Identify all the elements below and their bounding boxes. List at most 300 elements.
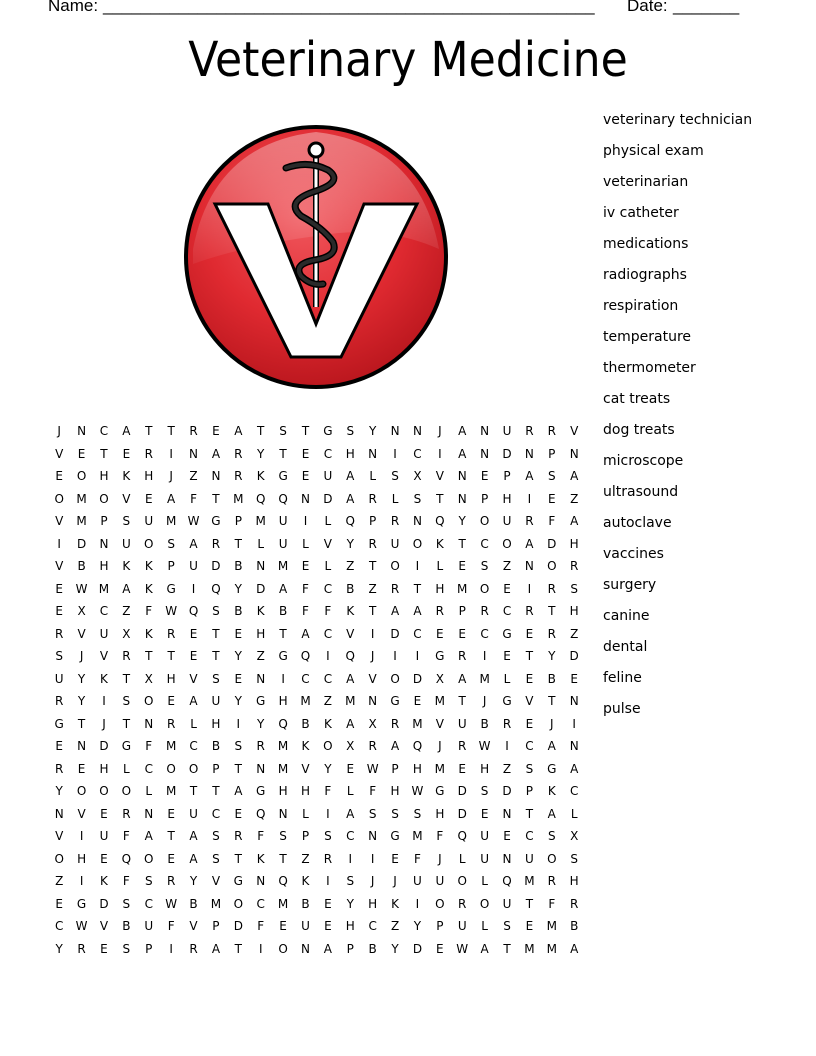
grid-cell[interactable]: I [303, 514, 308, 528]
grid-cell[interactable]: E [503, 829, 511, 843]
grid-cell[interactable]: E [547, 491, 556, 506]
grid-cell[interactable]: D [233, 919, 243, 933]
grid-cell[interactable]: C [144, 896, 153, 911]
grid-cell[interactable]: W [366, 761, 379, 776]
grid-cell[interactable]: S [413, 491, 422, 506]
grid-cell[interactable]: C [323, 671, 333, 686]
grid-cell[interactable]: R [458, 739, 467, 753]
grid-cell[interactable]: Q [457, 829, 467, 843]
grid-cell[interactable]: W [75, 581, 88, 596]
grid-cell[interactable]: T [77, 716, 86, 731]
grid-cell[interactable]: U [323, 469, 333, 483]
grid-cell[interactable]: M [345, 694, 356, 708]
grid-cell[interactable]: I [505, 739, 509, 753]
grid-cell[interactable]: A [211, 941, 221, 956]
grid-cell[interactable]: H [211, 716, 221, 731]
grid-cell[interactable]: O [99, 491, 109, 506]
grid-cell[interactable]: Y [257, 716, 265, 731]
grid-cell[interactable]: A [413, 604, 422, 618]
grid-cell[interactable]: F [302, 604, 309, 618]
grid-cell[interactable]: T [234, 851, 242, 866]
grid-cell[interactable]: H [480, 761, 490, 776]
grid-cell[interactable]: T [458, 536, 466, 551]
grid-cell[interactable]: F [548, 896, 556, 911]
grid-cell[interactable]: V [189, 671, 198, 686]
grid-cell[interactable]: U [121, 536, 131, 551]
grid-cell[interactable]: O [479, 581, 490, 596]
grid-cell[interactable]: E [212, 424, 220, 438]
grid-cell[interactable]: I [79, 874, 84, 888]
grid-cell[interactable]: R [77, 941, 86, 956]
grid-cell[interactable]: C [99, 604, 109, 618]
grid-cell[interactable]: R [570, 896, 579, 911]
grid-cell[interactable]: E [100, 941, 108, 956]
grid-cell[interactable]: T [279, 851, 287, 866]
grid-cell[interactable]: O [188, 761, 199, 776]
grid-cell[interactable]: P [301, 829, 310, 843]
grid-cell[interactable]: T [257, 424, 265, 438]
grid-cell[interactable]: A [346, 491, 355, 506]
grid-cell[interactable]: T [503, 941, 511, 956]
grid-cell[interactable]: X [570, 829, 579, 843]
grid-cell[interactable]: D [457, 806, 467, 821]
grid-cell[interactable]: N [278, 806, 288, 821]
grid-cell[interactable]: B [301, 896, 310, 911]
grid-cell[interactable]: E [458, 761, 467, 776]
grid-cell[interactable]: T [100, 446, 108, 461]
grid-cell[interactable]: J [438, 739, 442, 753]
grid-cell[interactable]: K [323, 716, 332, 731]
grid-cell[interactable]: L [123, 761, 130, 776]
grid-cell[interactable]: F [190, 491, 197, 506]
grid-cell[interactable]: W [411, 784, 424, 798]
grid-cell[interactable]: K [144, 581, 153, 596]
grid-cell[interactable]: E [55, 604, 63, 618]
grid-cell[interactable]: J [393, 874, 397, 888]
grid-cell[interactable]: G [211, 514, 221, 528]
grid-cell[interactable]: S [525, 761, 534, 776]
grid-cell[interactable]: E [77, 761, 86, 776]
grid-cell[interactable]: T [234, 941, 242, 956]
grid-cell[interactable]: M [165, 784, 177, 798]
grid-cell[interactable]: W [187, 514, 200, 528]
grid-cell[interactable]: A [570, 941, 579, 956]
grid-cell[interactable]: E [413, 694, 422, 708]
grid-cell[interactable]: Z [346, 559, 355, 573]
grid-cell[interactable]: S [391, 469, 399, 483]
grid-cell[interactable]: R [234, 446, 243, 461]
grid-cell[interactable]: M [412, 716, 423, 731]
grid-cell[interactable]: Q [345, 514, 355, 528]
grid-cell[interactable]: D [99, 896, 109, 911]
grid-cell[interactable]: W [165, 604, 178, 618]
grid-cell[interactable]: U [435, 874, 445, 888]
grid-cell[interactable]: M [255, 514, 266, 528]
grid-cell[interactable]: N [77, 424, 87, 438]
grid-cell[interactable]: W [456, 941, 469, 956]
grid-cell[interactable]: E [234, 626, 243, 641]
grid-cell[interactable]: A [458, 671, 467, 686]
grid-cell[interactable]: O [479, 514, 490, 528]
grid-cell[interactable]: K [301, 874, 310, 888]
grid-cell[interactable]: Y [413, 919, 422, 933]
grid-cell[interactable]: U [413, 874, 422, 888]
grid-cell[interactable]: S [144, 874, 153, 888]
grid-cell[interactable]: S [55, 649, 63, 663]
grid-cell[interactable]: H [99, 469, 109, 483]
grid-cell[interactable]: S [212, 604, 220, 618]
grid-cell[interactable]: L [257, 536, 265, 551]
grid-cell[interactable]: H [569, 604, 579, 618]
grid-cell[interactable]: G [256, 694, 266, 708]
grid-cell[interactable]: I [415, 559, 420, 573]
grid-cell[interactable]: G [502, 694, 512, 708]
grid-cell[interactable]: K [435, 536, 444, 551]
grid-cell[interactable]: S [122, 694, 131, 708]
grid-cell[interactable]: G [233, 874, 243, 888]
grid-cell[interactable]: N [301, 941, 310, 956]
grid-cell[interactable]: V [435, 469, 444, 483]
grid-cell[interactable]: C [323, 626, 333, 641]
grid-cell[interactable]: I [326, 874, 330, 888]
grid-cell[interactable]: R [390, 581, 400, 596]
grid-cell[interactable]: N [569, 446, 579, 461]
grid-cell[interactable]: S [503, 919, 511, 933]
grid-cell[interactable]: I [79, 829, 84, 843]
grid-cell[interactable]: E [391, 851, 399, 866]
grid-cell[interactable]: C [502, 604, 512, 618]
grid-cell[interactable]: R [547, 581, 556, 596]
grid-cell[interactable]: X [122, 626, 131, 641]
grid-cell[interactable]: Y [368, 424, 377, 438]
grid-cell[interactable]: K [256, 469, 265, 483]
grid-cell[interactable]: R [435, 604, 444, 618]
grid-cell[interactable]: V [323, 536, 332, 551]
grid-cell[interactable]: A [167, 491, 176, 506]
grid-cell[interactable]: N [457, 469, 467, 483]
grid-cell[interactable]: X [368, 716, 377, 731]
grid-cell[interactable]: L [458, 851, 466, 866]
grid-cell[interactable]: R [55, 694, 64, 708]
grid-cell[interactable]: H [569, 874, 579, 888]
grid-cell[interactable]: U [144, 514, 154, 528]
grid-cell[interactable]: T [212, 626, 220, 641]
grid-cell[interactable]: U [457, 919, 467, 933]
grid-cell[interactable]: N [524, 446, 534, 461]
grid-cell[interactable]: F [257, 829, 265, 843]
grid-cell[interactable]: T [525, 896, 534, 911]
grid-cell[interactable]: O [144, 851, 154, 866]
grid-cell[interactable]: M [546, 919, 557, 933]
grid-cell[interactable]: M [277, 896, 289, 911]
grid-cell[interactable]: T [525, 649, 534, 663]
grid-cell[interactable]: B [346, 581, 355, 596]
grid-cell[interactable]: I [527, 491, 532, 506]
grid-cell[interactable]: E [570, 671, 578, 686]
grid-cell[interactable]: Y [55, 941, 63, 956]
grid-cell[interactable]: C [346, 829, 355, 843]
grid-cell[interactable]: A [346, 716, 355, 731]
grid-cell[interactable]: U [99, 626, 109, 641]
grid-cell[interactable]: E [55, 739, 63, 753]
grid-cell[interactable]: U [502, 514, 512, 528]
grid-cell[interactable]: E [458, 626, 467, 641]
grid-cell[interactable]: U [278, 514, 288, 528]
grid-cell[interactable]: T [122, 716, 131, 731]
grid-cell[interactable]: N [256, 874, 266, 888]
grid-cell[interactable]: C [525, 739, 534, 753]
grid-cell[interactable]: T [167, 829, 175, 843]
grid-cell[interactable]: O [54, 851, 64, 866]
grid-cell[interactable]: U [189, 559, 198, 573]
grid-cell[interactable]: S [547, 469, 556, 483]
grid-cell[interactable]: E [100, 806, 108, 821]
grid-cell[interactable]: N [412, 514, 422, 528]
grid-cell[interactable]: I [191, 581, 196, 596]
grid-cell[interactable]: E [167, 694, 175, 708]
grid-cell[interactable]: T [122, 671, 131, 686]
grid-cell[interactable]: N [480, 424, 490, 438]
grid-cell[interactable]: C [55, 919, 64, 933]
grid-cell[interactable]: A [525, 536, 534, 551]
grid-cell[interactable]: Y [257, 446, 265, 461]
grid-cell[interactable]: E [503, 581, 511, 596]
grid-cell[interactable]: N [144, 806, 154, 821]
grid-cell[interactable]: C [413, 626, 422, 641]
grid-cell[interactable]: E [346, 761, 355, 776]
grid-cell[interactable]: D [412, 941, 423, 956]
grid-cell[interactable]: U [480, 829, 490, 843]
grid-cell[interactable]: P [212, 919, 220, 933]
grid-cell[interactable]: Q [278, 716, 288, 731]
grid-cell[interactable]: R [323, 851, 333, 866]
grid-cell[interactable]: B [278, 604, 288, 618]
grid-cell[interactable]: M [76, 514, 87, 528]
grid-cell[interactable]: G [278, 649, 288, 663]
grid-cell[interactable]: E [480, 469, 489, 483]
grid-cell[interactable]: L [369, 469, 376, 483]
grid-cell[interactable]: P [145, 941, 153, 956]
grid-cell[interactable]: R [547, 874, 556, 888]
grid-cell[interactable]: P [503, 469, 511, 483]
grid-cell[interactable]: M [210, 896, 222, 911]
grid-cell[interactable]: G [547, 761, 557, 776]
grid-cell[interactable]: N [256, 559, 266, 573]
grid-cell[interactable]: S [346, 424, 355, 438]
grid-cell[interactable]: T [145, 424, 153, 438]
grid-cell[interactable]: S [480, 559, 489, 573]
grid-cell[interactable]: U [390, 536, 400, 551]
grid-cell[interactable]: R [55, 761, 64, 776]
grid-cell[interactable]: B [547, 671, 556, 686]
grid-cell[interactable]: E [55, 581, 63, 596]
grid-cell[interactable]: I [438, 446, 442, 461]
grid-cell[interactable]: O [479, 896, 490, 911]
grid-cell[interactable]: M [479, 671, 490, 686]
grid-cell[interactable]: N [480, 446, 490, 461]
grid-cell[interactable]: M [546, 941, 557, 956]
grid-cell[interactable]: H [300, 784, 310, 798]
grid-cell[interactable]: R [368, 536, 377, 551]
grid-cell[interactable]: Z [502, 559, 512, 573]
grid-cell[interactable]: E [324, 919, 332, 933]
grid-cell[interactable]: T [413, 581, 422, 596]
grid-cell[interactable]: B [189, 896, 198, 911]
grid-cell[interactable]: H [412, 761, 422, 776]
grid-cell[interactable]: T [368, 604, 377, 618]
name-field[interactable]: ____________________________________________________ [103, 0, 595, 15]
grid-cell[interactable]: A [189, 536, 198, 551]
grid-cell[interactable]: I [57, 536, 61, 551]
grid-cell[interactable]: C [256, 896, 265, 911]
grid-cell[interactable]: J [482, 694, 487, 708]
grid-cell[interactable]: C [189, 739, 198, 753]
grid-cell[interactable]: Z [301, 851, 310, 866]
grid-cell[interactable]: C [525, 829, 534, 843]
grid-cell[interactable]: B [301, 716, 310, 731]
grid-cell[interactable]: Y [55, 784, 63, 798]
grid-cell[interactable]: O [99, 784, 109, 798]
grid-cell[interactable]: I [169, 446, 173, 461]
grid-cell[interactable]: T [212, 784, 220, 798]
grid-cell[interactable]: V [435, 716, 444, 731]
grid-cell[interactable]: M [277, 739, 289, 753]
grid-cell[interactable]: R [256, 739, 265, 753]
grid-cell[interactable]: R [234, 829, 243, 843]
grid-cell[interactable]: O [412, 536, 423, 551]
grid-cell[interactable]: Y [77, 694, 86, 708]
grid-cell[interactable]: M [524, 874, 535, 888]
grid-cell[interactable]: A [211, 446, 221, 461]
grid-cell[interactable]: Q [435, 514, 445, 528]
grid-cell[interactable]: Y [548, 649, 556, 663]
grid-cell[interactable]: S [279, 829, 287, 843]
grid-cell[interactable]: G [121, 739, 132, 753]
grid-cell[interactable]: P [480, 491, 489, 506]
grid-cell[interactable]: O [547, 851, 557, 866]
grid-cell[interactable]: X [413, 469, 422, 483]
grid-cell[interactable]: L [481, 874, 488, 888]
grid-cell[interactable]: Y [346, 896, 354, 911]
grid-cell[interactable]: J [550, 716, 554, 731]
grid-cell[interactable]: A [323, 941, 332, 956]
grid-cell[interactable]: H [345, 446, 355, 461]
grid-cell[interactable]: T [234, 536, 242, 551]
grid-cell[interactable]: O [144, 536, 154, 551]
grid-cell[interactable]: V [525, 694, 534, 708]
grid-cell[interactable]: I [169, 941, 173, 956]
grid-cell[interactable]: G [502, 626, 512, 641]
grid-cell[interactable]: H [278, 784, 288, 798]
grid-cell[interactable]: S [212, 829, 220, 843]
grid-cell[interactable]: B [234, 559, 243, 573]
grid-cell[interactable]: M [98, 581, 110, 596]
grid-cell[interactable]: E [436, 626, 444, 641]
grid-cell[interactable]: H [435, 581, 445, 596]
grid-cell[interactable]: U [301, 919, 310, 933]
grid-cell[interactable]: B [211, 739, 221, 753]
grid-cell[interactable]: N [54, 806, 64, 821]
grid-cell[interactable]: E [167, 806, 175, 821]
grid-cell[interactable]: X [346, 739, 355, 753]
grid-cell[interactable]: F [436, 829, 444, 843]
grid-cell[interactable]: T [436, 491, 444, 506]
grid-cell[interactable]: I [527, 581, 532, 596]
grid-cell[interactable]: A [547, 806, 556, 821]
grid-cell[interactable]: R [390, 716, 400, 731]
grid-cell[interactable]: E [525, 626, 534, 641]
grid-cell[interactable]: D [390, 626, 400, 641]
grid-cell[interactable]: M [434, 761, 446, 776]
grid-cell[interactable]: Q [412, 739, 423, 753]
grid-cell[interactable]: T [167, 424, 175, 438]
grid-cell[interactable]: D [76, 536, 87, 551]
grid-cell[interactable]: T [212, 649, 220, 663]
grid-cell[interactable]: I [102, 694, 106, 708]
grid-cell[interactable]: W [165, 896, 178, 911]
grid-cell[interactable]: U [144, 919, 154, 933]
grid-cell[interactable]: W [478, 739, 491, 753]
grid-cell[interactable]: I [370, 626, 375, 641]
grid-cell[interactable]: L [302, 806, 309, 821]
grid-cell[interactable]: I [281, 671, 285, 686]
grid-cell[interactable]: R [144, 446, 153, 461]
grid-cell[interactable]: F [548, 514, 556, 528]
grid-cell[interactable]: U [189, 806, 198, 821]
grid-cell[interactable]: A [189, 829, 198, 843]
grid-cell[interactable]: R [368, 491, 377, 506]
grid-cell[interactable]: N [569, 694, 579, 708]
grid-cell[interactable]: F [413, 851, 421, 866]
grid-cell[interactable]: L [324, 514, 332, 528]
grid-cell[interactable]: Y [77, 671, 86, 686]
grid-cell[interactable]: E [301, 559, 310, 573]
grid-cell[interactable]: O [76, 469, 87, 483]
grid-cell[interactable]: F [145, 739, 153, 753]
grid-cell[interactable]: G [166, 581, 176, 596]
grid-cell[interactable]: G [435, 649, 445, 663]
grid-cell[interactable]: U [502, 424, 512, 438]
grid-cell[interactable]: E [279, 919, 287, 933]
grid-cell[interactable]: E [167, 851, 175, 866]
grid-cell[interactable]: D [502, 784, 512, 798]
grid-cell[interactable]: R [525, 604, 534, 618]
grid-cell[interactable]: K [256, 851, 265, 866]
grid-cell[interactable]: J [102, 716, 106, 731]
grid-cell[interactable]: Q [188, 604, 199, 618]
grid-cell[interactable]: Z [256, 649, 265, 663]
grid-cell[interactable]: C [569, 784, 579, 798]
grid-cell[interactable]: O [278, 941, 288, 956]
grid-cell[interactable]: H [166, 671, 176, 686]
grid-cell[interactable]: I [415, 896, 420, 911]
grid-cell[interactable]: S [212, 851, 220, 866]
grid-cell[interactable]: A [122, 424, 131, 438]
grid-cell[interactable]: I [370, 851, 375, 866]
grid-cell[interactable]: K [144, 626, 153, 641]
grid-cell[interactable]: Z [570, 491, 579, 506]
grid-cell[interactable]: M [76, 491, 87, 506]
grid-cell[interactable]: A [390, 604, 400, 618]
grid-cell[interactable]: R [458, 896, 467, 911]
grid-cell[interactable]: F [122, 829, 130, 843]
grid-cell[interactable]: C [368, 919, 377, 933]
grid-cell[interactable]: M [277, 559, 289, 573]
grid-cell[interactable]: E [100, 851, 108, 866]
grid-cell[interactable]: N [502, 806, 512, 821]
grid-cell[interactable]: B [368, 941, 377, 956]
grid-cell[interactable]: Y [234, 694, 242, 708]
